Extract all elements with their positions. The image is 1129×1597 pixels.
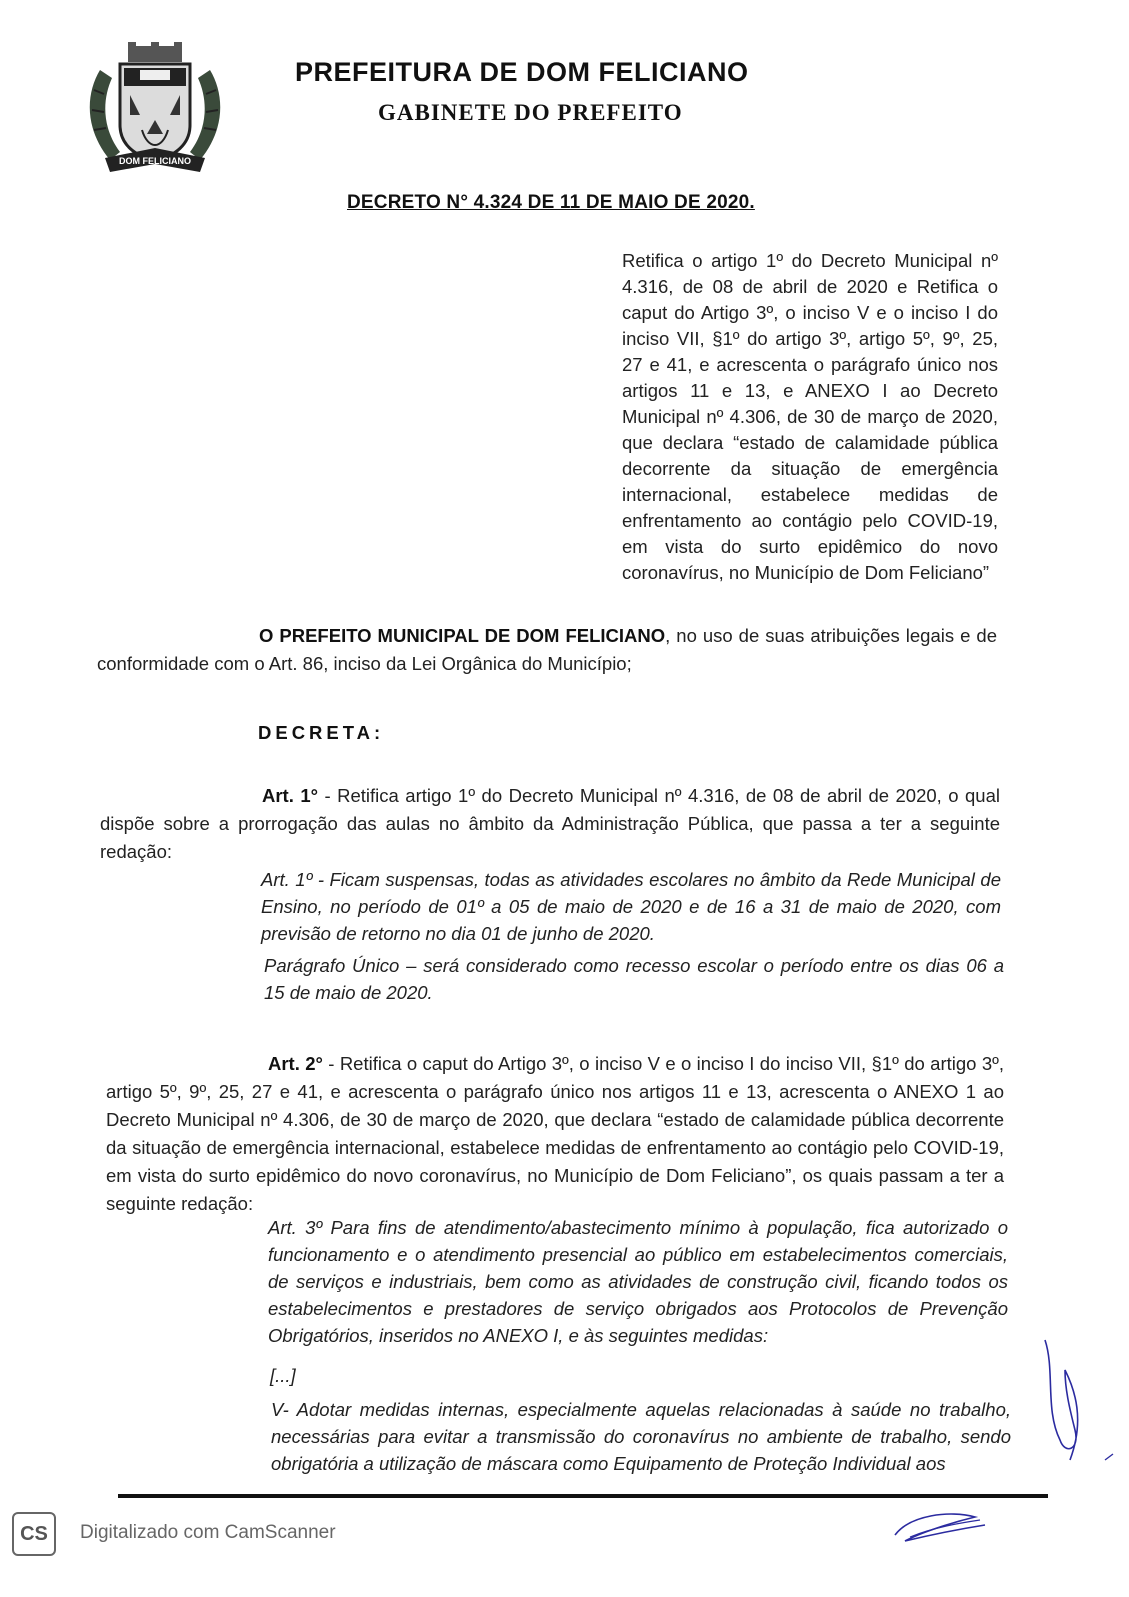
office-subtitle: GABINETE DO PREFEITO <box>378 100 683 125</box>
article-1-quote <box>261 866 1001 947</box>
preamble-paragraph <box>97 622 997 678</box>
article-3-quote <box>268 1214 1008 1349</box>
decree-title: DECRETO N° 4.324 DE 11 DE MAIO DE 2020. <box>347 192 755 213</box>
article-1-sole-paragraph <box>264 952 1004 1006</box>
article-1-sole-paragraph-text: Parágrafo Único – será considerado como recesso escolar o período entre os dias 06 a 15 de maio de 2020. <box>264 955 1004 1003</box>
article-1-text: - Retifica artigo 1º do Decreto Municipal nº 4.316, de 08 de abril de 2020, o qual dispõe sobre a prorrogação das aulas no âmbito da Administração Pública, que passa a ter a seguinte redação: <box>100 785 1000 862</box>
svg-text:DOM FELICIANO: DOM FELICIANO <box>119 156 191 166</box>
preamble-lead: O PREFEITO MUNICIPAL DE DOM FELICIANO <box>259 625 666 646</box>
article-1-paragraph <box>100 782 1000 866</box>
ellipsis-marker <box>270 1362 1010 1389</box>
camscanner-logo-icon: CS <box>12 1512 56 1556</box>
inciso-v-quote <box>271 1396 1011 1477</box>
ellipsis-text: [...] <box>270 1365 296 1386</box>
handwritten-initial-mark <box>1025 1330 1125 1480</box>
decree-summary <box>622 248 998 586</box>
page-bottom-rule <box>118 1494 1048 1498</box>
article-1-label: Art. 1° <box>262 785 319 806</box>
municipality-title: PREFEITURA DE DOM FELICIANO <box>295 57 749 87</box>
preamble-text: , no uso de suas atribuições legais e de conformidade com o Art. 86, inciso da Lei Orgânica do Município; <box>97 625 997 674</box>
decreta-heading: DECRETA: <box>258 722 385 743</box>
article-2-text: - Retifica o caput do Artigo 3º, o inciso V e o inciso I do inciso VII, §1º do artigo 3º, artigo 5º, 9º, 25, 27 e 41, e acrescenta o parágrafo único nos artigos 11 e 13, acrescenta o ANEXO 1 ao Decreto Municipal nº 4.306, de 30 de março de 2020, que declara “estado de calamidade pública decorrente da situação de emergência internacional, estabelece medidas de enfrentamento ao contágio pelo COVID-19, em vista do surto epidêmico do novo coronavírus, no Município de Dom Feliciano”, os quais passam a ter a seguinte redação: <box>106 1053 1005 1214</box>
article-2-label: Art. 2° <box>268 1053 323 1074</box>
article-2-paragraph <box>106 1050 1004 1218</box>
camscanner-watermark: Digitalizado com CamScanner <box>80 1522 336 1543</box>
article-3-quote-text: Art. 3º Para fins de atendimento/abastecimento mínimo à população, fica autorizado o funcionamento e o atendimento presencial ao público em estabelecimentos comerciais, de serviços e industriais, bem como as atividades de construção civil, ficando todos os estabelecimentos e prestadores de serviço obrigados aos Protocolos de Prevenção Obrigatórios, inseridos no ANEXO I, e às seguintes medidas: <box>268 1217 1008 1346</box>
handwritten-signature <box>890 1505 990 1550</box>
decree-summary-text: Retifica o artigo 1º do Decreto Municipal nº 4.316, de 08 de abril de 2020 e Retifica o caput do Artigo 3º, o inciso V e o inciso I do inciso VII, §1º do artigo 3º, artigo 5º, 9º, 25, 27 e 41, e acrescenta o parágrafo único nos artigos 11 e 13, e ANEXO I ao Decreto Municipal nº 4.306, de 30 de março de 2020, que declara “estado de calamidade pública decorrente da situação de emergência internacional, estabelece medidas de enfrentamento ao contágio pelo COVID-19, em vista do surto epidêmico do novo coronavírus, no Município de Dom Feliciano” <box>622 250 998 583</box>
inciso-v-text: V- Adotar medidas internas, especialmente aquelas relacionadas à saúde no trabalho, necessárias para evitar a transmissão do coronavírus no ambiente de trabalho, sendo obrigatória a utilização de máscara como Equipamento de Proteção Individual aos <box>271 1399 1011 1474</box>
article-1-quote-text: Art. 1º - Ficam suspensas, todas as atividades escolares no âmbito da Rede Municipal de Ensino, no período de 01º a 05 de maio de 2020 e de 16 a 31 de maio de 2020, com previsão de retorno no dia 01 de junho de 2020. <box>261 869 1001 944</box>
coat-of-arms-logo <box>80 40 230 180</box>
